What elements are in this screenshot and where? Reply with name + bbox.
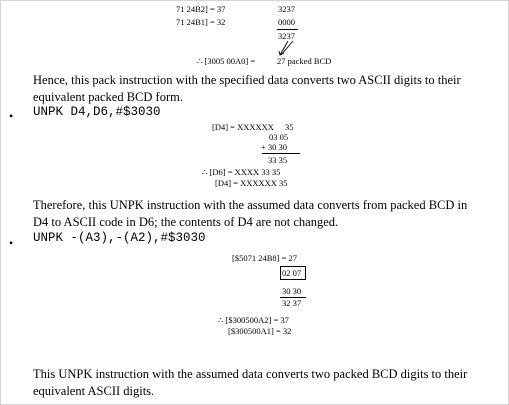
calc2-row-digits: 03 05 — [269, 132, 289, 142]
calc2-result-d6: ∴ [D6] = XXXX 33 35 — [202, 167, 281, 177]
instruction-unpk-a3-a2: UNPK -(A3),-(A2),#$3030 — [33, 231, 206, 245]
calc2-row-add: + 30 30 — [261, 142, 288, 152]
calc1-line2-value: 0000 — [278, 17, 295, 27]
calc1-result-label: ∴ [3005 00A0] = — [197, 56, 256, 66]
bullet-1: • — [9, 109, 14, 123]
calc3-result-a1: [$300500A1] = 32 — [228, 326, 292, 336]
calc2-sum-rule — [262, 153, 300, 154]
calc3-memory-source: [$5071 24B8] = 27 — [232, 253, 297, 263]
calc3-result-a2: ∴ [$300500A2] = 37 — [218, 315, 289, 325]
calc1-sum-rule — [277, 29, 298, 30]
calc1-sum: 3237 — [278, 31, 295, 41]
calc2-result-d4: [D4] = XXXXXX 35 — [215, 178, 288, 188]
paragraph-unpk-d4-explanation: Therefore, this UNPK instruction with the assumed data converts from packed BCD in D4 to ASCII code in D6; the contents of D4 are not changed. — [33, 198, 468, 229]
paragraph-unpk-packed-explanation: This UNPK instruction with the assumed data converts two packed BCD digits to their equivalent ASCII digits. — [33, 367, 468, 398]
paragraph-pack-explanation: Hence, this pack instruction with the specified data converts two ASCII digits to their equivalent packed BCD form. — [33, 73, 461, 104]
calc3-row-add: 30 30 — [282, 286, 302, 296]
calc3-row-sum: 32 37 — [282, 298, 302, 308]
calc2-d4-value: 35 — [285, 122, 294, 132]
calc1-line1-label: 71 24B2] = 37 — [176, 4, 226, 14]
calc1-result-value: 27 packed BCD — [277, 56, 332, 66]
calc2-row-sum: 33 35 — [268, 155, 288, 165]
calc3-boxed-digits: 02 07 — [282, 268, 302, 278]
calc1-line1-value: 3237 — [278, 4, 295, 14]
calc2-d4-label: [D4] = XXXXXX — [212, 122, 274, 132]
bullet-2: • — [9, 236, 14, 250]
instruction-unpk-d4-d6: UNPK D4,D6,#$3030 — [33, 105, 161, 119]
calc1-line2-label: 71 24B1] = 32 — [176, 17, 226, 27]
